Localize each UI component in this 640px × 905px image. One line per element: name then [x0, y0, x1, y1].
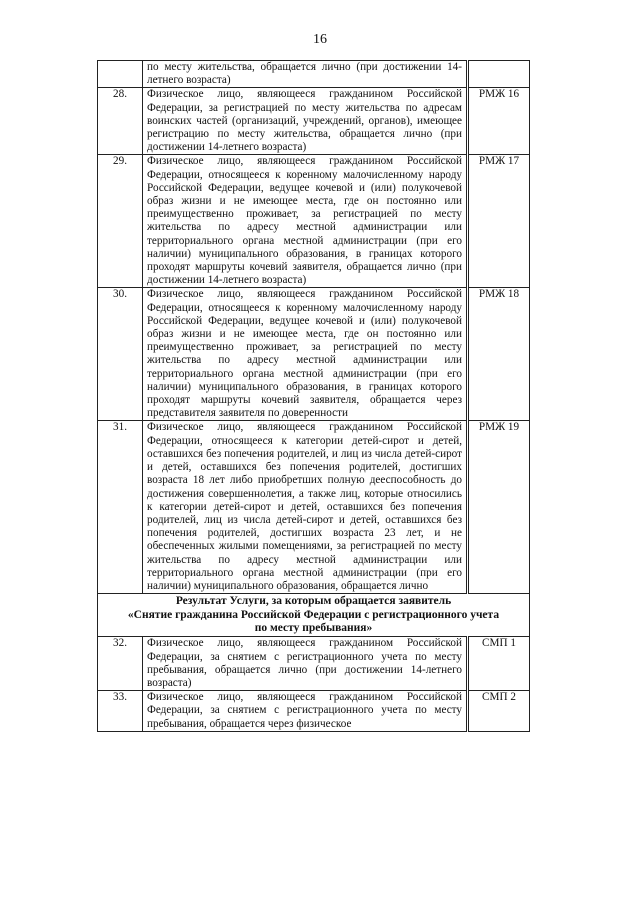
section-title-line-1: Результат Услуги, за которым обращается заявитель [175, 595, 452, 608]
row-code: РМЖ 19 [468, 421, 530, 594]
row-number: 32. [98, 637, 143, 691]
table-row [98, 288, 530, 421]
row-number: 29. [98, 155, 143, 288]
row-code: РМЖ 16 [468, 88, 530, 155]
row-description: по месту жительства, обращается лично (при достижении 14-летнего возраста) [143, 61, 468, 88]
row-code: СМП 1 [468, 637, 530, 691]
row-code: РМЖ 17 [468, 155, 530, 288]
row-number: 33. [98, 691, 143, 732]
row-description: Физическое лицо, являющееся гражданином Российской Федерации, за снятием с регистрационного учета по месту пребывания, обращается лично (при достижении 14-летнего возраста) [143, 637, 468, 691]
row-number: 31. [98, 421, 143, 594]
row-number: 30. [98, 288, 143, 421]
table-row [98, 637, 530, 691]
row-code: РМЖ 18 [468, 288, 530, 421]
section-header [98, 594, 530, 637]
section-title-line-3: по месту пребывания» [254, 621, 373, 634]
section-title-line-2: «Снятие гражданина Российской Федерации с регистрационного учета [127, 608, 500, 621]
table-row [98, 88, 530, 155]
table-row [98, 421, 530, 594]
row-code [468, 61, 530, 88]
table-row [98, 155, 530, 288]
row-description: Физическое лицо, являющееся гражданином Российской Федерации, относящееся к коренному малочисленному народу Российской Федерации, ведущее кочевой и (или) полукочевой образ жизни и не имеющее места, где он постоянно или преимущественно проживает, за регистрацией по месту жительства по адресу местной администрации или территориального органа местной администрации (при его наличии) муниципального образования, в границах которого проходят маршруты кочевий заявителя, обращается лично (при достижении 14-летнего возраста) [143, 155, 468, 288]
row-description: Физическое лицо, являющееся гражданином Российской Федерации, относящееся к категории детей-сирот и детей, оставшихся без попечения родителей, и лиц из числа детей-сирот и детей, оставшихся без попечения родителей, достигших возраста 18 лет либо приобретших полную дееспособность до достижения совершеннолетия, а также лиц, которые относились к категории детей-сирот и детей, оставшихся без попечения родителей, лиц из числа детей-сирот и детей, оставшихся без попечения родителей, достигших возраста 23 лет, и не обеспеченных жилыми помещениями, за регистрацией по месту жительства по адресу местной администрации или территориального органа местной администрации (при его наличии) муниципального образования, обращается лично [143, 421, 468, 594]
row-number: 28. [98, 88, 143, 155]
row-number [98, 61, 143, 88]
table-row [98, 61, 530, 88]
table-row [98, 691, 530, 732]
row-description: Физическое лицо, являющееся гражданином Российской Федерации, за снятием с регистрационного учета по месту пребывания, обращается через физическое [143, 691, 468, 732]
page-number: 16 [313, 32, 327, 47]
document-table [97, 60, 530, 732]
section-header-row [98, 594, 530, 637]
row-description: Физическое лицо, являющееся гражданином Российской Федерации, за регистрацией по месту жительства по адресам воинских частей (организаций, учреждений, органов), имеющее регистрацию по месту жительства, обращается лично (при достижении 14-летнего возраста) [143, 88, 468, 155]
row-description: Физическое лицо, являющееся гражданином Российской Федерации, относящееся к коренному малочисленному народу Российской Федерации, ведущее кочевой и (или) полукочевой образ жизни и не имеющее места, где он постоянно или преимущественно проживает, за регистрацией по месту жительства по адресу местной администрации или территориального органа местной администрации (при его наличии) муниципального образования, в границах которого проходят маршруты кочевий заявителя, обращается через представителя заявителя по доверенности [143, 288, 468, 421]
row-code: СМП 2 [468, 691, 530, 732]
